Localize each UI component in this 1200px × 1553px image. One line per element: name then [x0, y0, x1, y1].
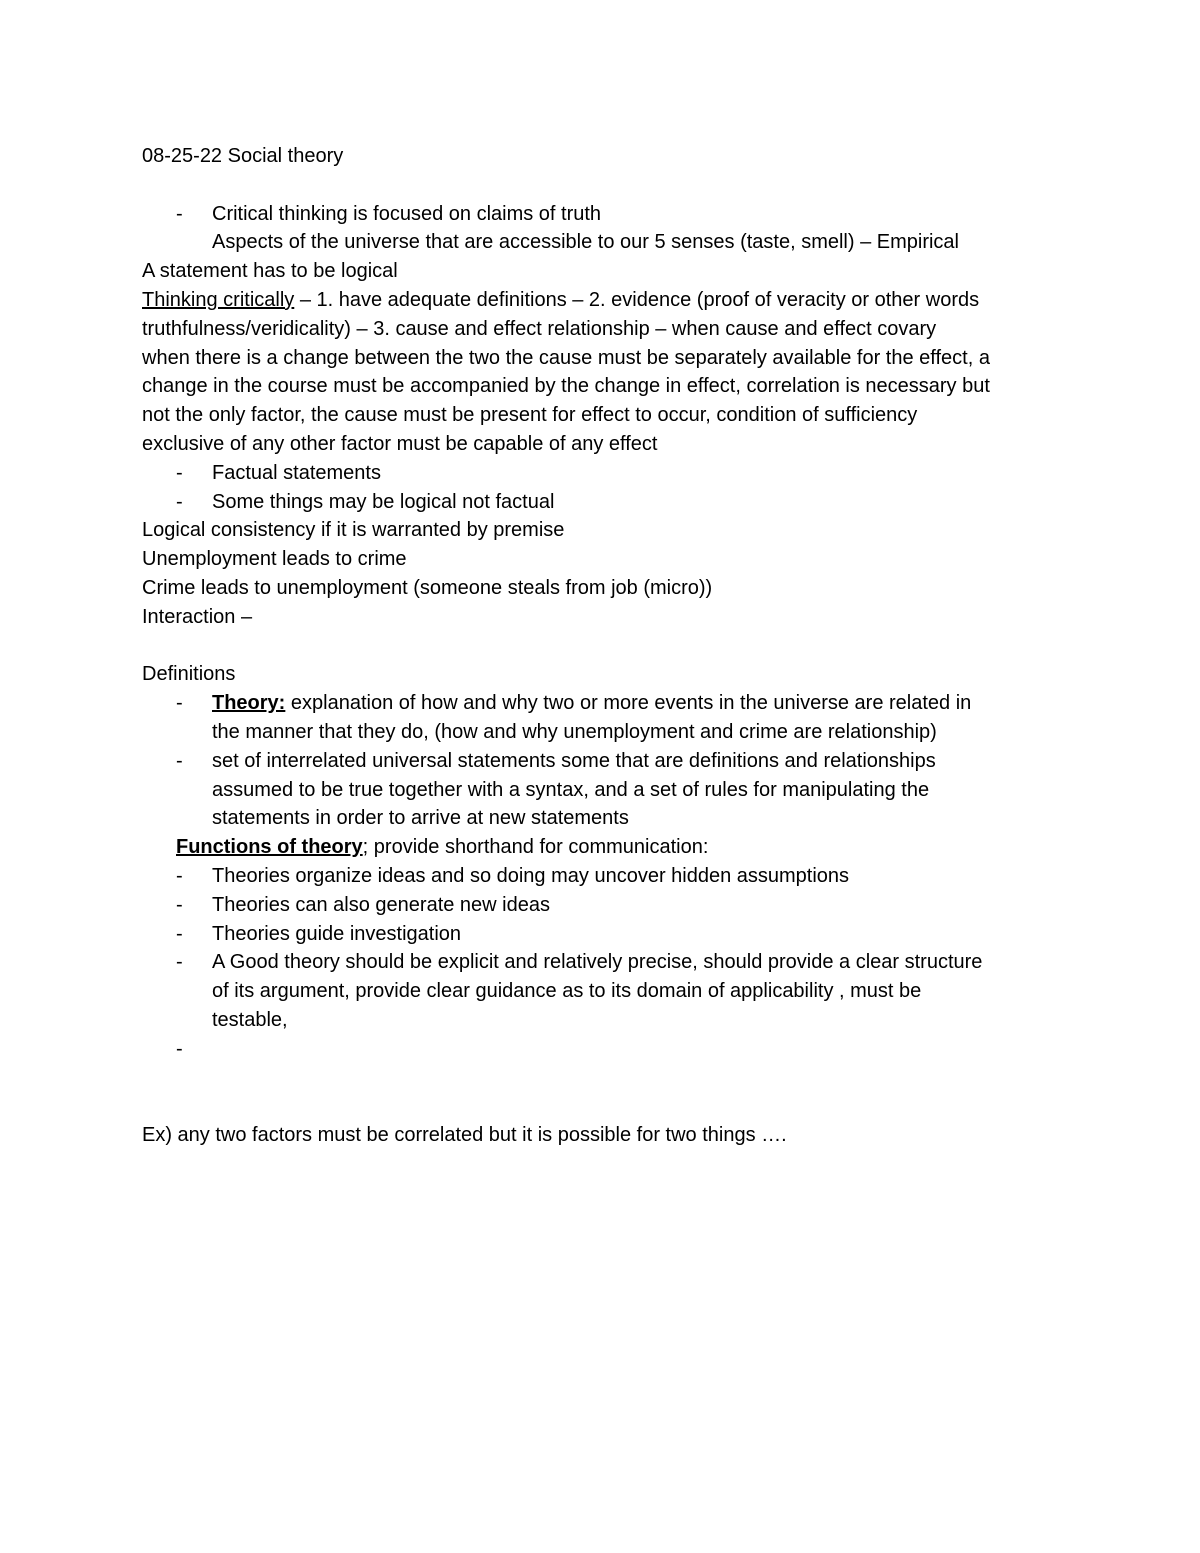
list-item	[142, 920, 1062, 949]
list-item	[142, 862, 1062, 891]
bullet-dash: -	[176, 692, 183, 715]
bullet-dash: -	[176, 202, 183, 225]
bullet-dash: -	[176, 461, 183, 484]
list-item-text: Critical thinking is focused on claims of truth	[212, 202, 602, 225]
text-line: Unemployment leads to crime	[142, 548, 407, 571]
list-item	[142, 689, 1062, 718]
bullet-dash: -	[176, 749, 183, 772]
spacer	[142, 171, 1062, 200]
list-item-text: Theories can also generate new ideas	[212, 893, 550, 916]
indented-line: Aspects of the universe that are accessible to our 5 senses (taste, smell) – Empirical	[212, 231, 960, 254]
example-line: Ex) any two factors must be correlated but it is possible for two things ….	[142, 1124, 787, 1147]
list-item-text: explanation of how and why two or more events in the universe are related in	[285, 692, 972, 715]
list-item-empty	[142, 1035, 1062, 1064]
list-item-continuation: assumed to be true together with a syntax, and a set of rules for manipulating the	[212, 778, 930, 801]
text-line: exclusive of any other factor must be capable of any effect	[142, 432, 658, 455]
text-line: Crime leads to unemployment (someone steals from job (micro))	[142, 576, 713, 599]
bullet-dash: -	[176, 1037, 183, 1060]
text-line: not the only factor, the cause must be present for effect to occur, condition of sufficiency	[142, 404, 918, 427]
spacer	[142, 632, 1062, 661]
text-line: truthfulness/veridicality) – 3. cause and effect relationship – when cause and effect covary	[142, 317, 937, 340]
list-item-continuation: statements in order to arrive at new statements	[212, 807, 629, 830]
list-item-text: set of interrelated universal statements some that are definitions and relationships	[212, 749, 936, 772]
text-line: Interaction –	[142, 605, 253, 628]
bullet-dash: -	[176, 951, 183, 974]
bullet-dash: -	[176, 922, 183, 945]
list-item-text: Some things may be logical not factual	[212, 490, 555, 513]
bullet-dash: -	[176, 490, 183, 513]
list-item	[142, 488, 1062, 517]
text-line: when there is a change between the two the cause must be separately available for the effect, a	[142, 346, 990, 369]
spacer	[142, 1064, 1062, 1122]
list-item-text: A Good theory should be explicit and relatively precise, should provide a clear structure	[212, 951, 983, 974]
theory-label: Theory:	[212, 692, 286, 715]
list-item-text: Factual statements	[212, 461, 381, 484]
list-item-continuation: testable,	[212, 1008, 288, 1031]
text-segment: – 1. have adequate definitions – 2. evidence (proof of veracity or other words	[294, 288, 980, 311]
page-title: 08-25-22 Social theory	[142, 145, 344, 167]
list-item	[142, 200, 1062, 229]
thinking-critically-label: Thinking critically	[142, 288, 295, 311]
list-item	[142, 948, 1062, 977]
list-item	[142, 459, 1062, 488]
functions-of-theory-label: Functions of theory	[176, 836, 363, 859]
text-line: A statement has to be logical	[142, 260, 398, 283]
text-line: change in the course must be accompanied by the change in effect, correlation is necessary but	[142, 375, 990, 398]
text-segment: ; provide shorthand for communication:	[362, 836, 709, 859]
list-item-text: Theories organize ideas and so doing may uncover hidden assumptions	[212, 864, 850, 887]
list-item-continuation: the manner that they do, (how and why unemployment and crime are relationship)	[212, 720, 937, 743]
document-content	[142, 142, 1062, 1150]
list-item	[142, 891, 1062, 920]
list-item-text: Theories guide investigation	[212, 922, 462, 945]
text-line: Logical consistency if it is warranted by premise	[142, 519, 565, 542]
bullet-dash: -	[176, 893, 183, 916]
functions-of-theory-line	[142, 833, 1062, 862]
list-item-continuation: of its argument, provide clear guidance as to its domain of applicability , must be	[212, 980, 922, 1003]
list-item	[142, 747, 1062, 776]
definitions-heading: Definitions	[142, 663, 236, 686]
thinking-critically-line	[142, 286, 1062, 315]
bullet-dash: -	[176, 864, 183, 887]
